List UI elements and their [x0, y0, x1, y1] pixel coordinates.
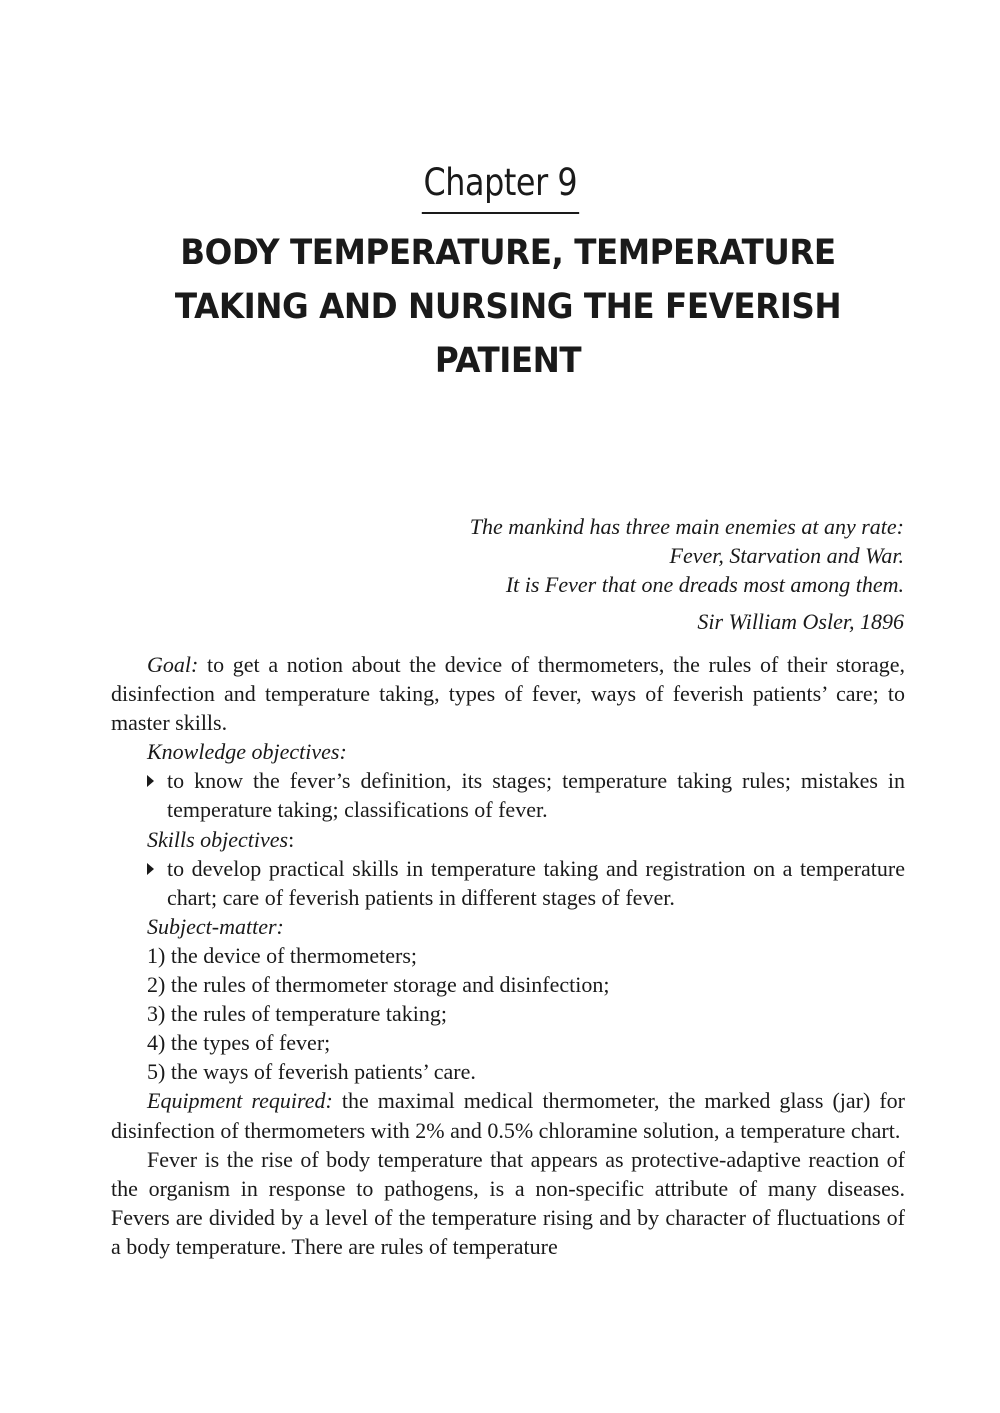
chapter-title: [110, 226, 906, 388]
epigraph: [204, 512, 904, 636]
subject-item-1: 1) the device of thermometers;: [147, 942, 418, 968]
equipment-paragraph: [111, 1086, 905, 1144]
subject-item-4: 4) the types of fever;: [147, 1030, 331, 1056]
chapter-title-line-2: TAKING AND NURSING THE FEVERISH: [174, 287, 842, 327]
chapter-title-line-3: PATIENT: [434, 341, 582, 381]
subject-matter-label: Subject-matter:: [147, 913, 284, 939]
skills-objectives-label: Skills objectives:: [147, 826, 295, 852]
subject-item-2: 2) the rules of thermometer storage and disinfection;: [147, 972, 610, 998]
epigraph-line-2: Fever, Starvation and War.: [669, 543, 904, 568]
triangle-bullet-icon: [147, 863, 154, 875]
knowledge-objectives-bullet: to know the fever’s definition, its stages; temperature taking rules; mistakes in temperature taking; classifications of fever.: [111, 766, 905, 824]
equipment-label: Equipment required:: [147, 1088, 333, 1114]
equipment-text: the maximal medical thermometer, the marked glass (jar) for disinfection of thermometers with 2% and 0.5% chloramine solution, a temperature chart.: [111, 1088, 905, 1143]
subject-item-3: 3) the rules of temperature taking;: [147, 1001, 447, 1027]
epigraph-line-3: It is Fever that one dreads most among them.: [505, 572, 904, 597]
chapter-label: [0, 158, 1000, 214]
knowledge-objectives-label: Knowledge objectives:: [147, 739, 347, 765]
goal-label: Goal:: [147, 652, 199, 677]
triangle-bullet-icon: [147, 775, 154, 787]
goal-paragraph: [111, 650, 905, 737]
epigraph-author: Sir William Osler, 1896: [697, 609, 904, 634]
chapter-number: Chapter 9: [421, 158, 578, 214]
epigraph-line-1: The mankind has three main enemies at any rate:: [469, 514, 904, 539]
chapter-title-line-1: BODY TEMPERATURE, TEMPERATURE: [180, 233, 836, 273]
goal-text: to get a notion about the device of thermometers, the rules of their storage, disinfection and temperature taking, types of fever, ways of feverish patients’ care; to master skills.: [111, 652, 905, 736]
skills-objectives-bullet: to develop practical skills in temperature taking and registration on a temperature chart; care of feverish patients in different stages of fever.: [111, 854, 905, 912]
body-text: [111, 650, 905, 1261]
fever-paragraph: Fever is the rise of body temperature that appears as protective-adaptive reaction of the organism in response to pathogens, is a non-specific attribute of many diseases. Fevers are divided by a level of the temperature rising and by character of fluctuations of a body temperature. There are rules of temperature: [111, 1146, 905, 1259]
subject-item-5: 5) the ways of feverish patients’ care.: [147, 1059, 476, 1085]
